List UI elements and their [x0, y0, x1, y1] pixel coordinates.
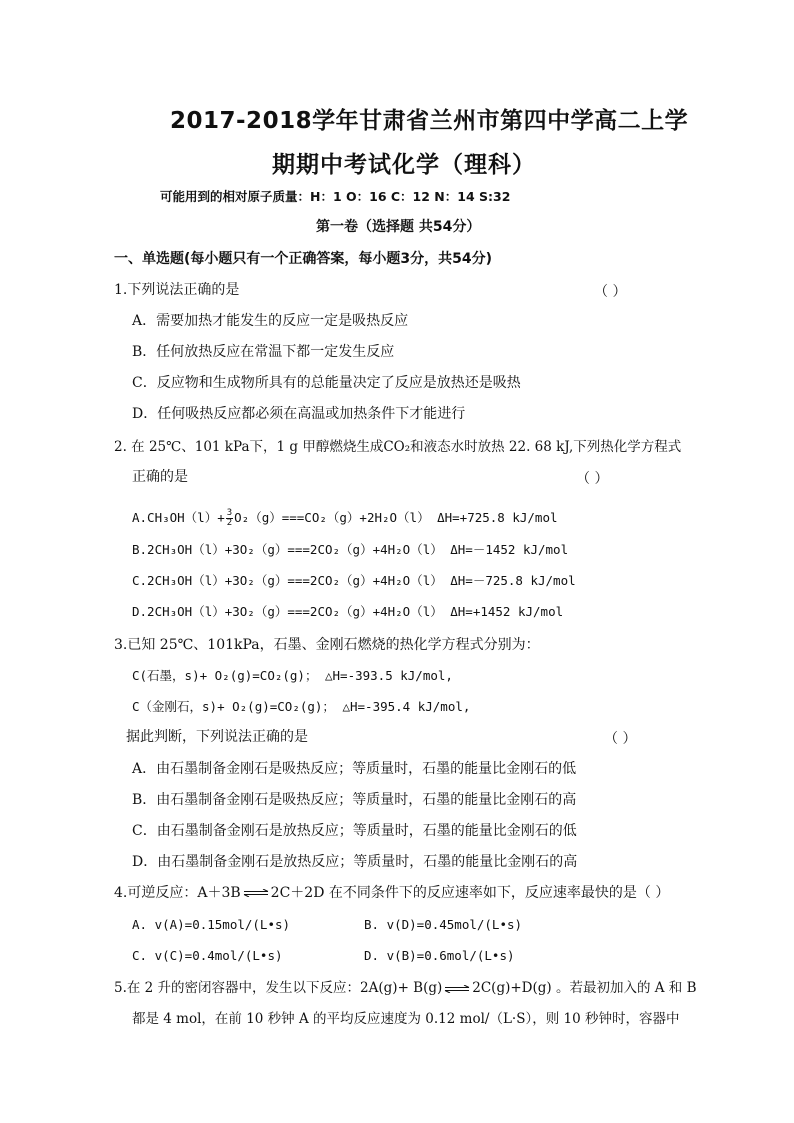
q4-stem: [114, 884, 669, 902]
part-title: 第一卷（选择题 共54分）: [316, 219, 481, 235]
reversible-arrow-icon: [444, 985, 470, 993]
exam-title-line2: 期期中考试化学（理科）: [272, 152, 536, 178]
fraction-three-halves: [226, 509, 233, 528]
fraction-numerator: 3: [226, 508, 233, 518]
q4-stem-pre: 4.可逆反应：A＋3B: [114, 885, 241, 901]
q1-option-a: A．需要加热才能发生的反应一定是吸热反应: [132, 313, 409, 329]
q1-stem: 1.下列说法正确的是: [114, 282, 240, 298]
q2-stem-line2: 正确的是: [132, 469, 188, 485]
q1-answer-paren: （ ）: [594, 284, 627, 300]
atomic-mass-note: 可能用到的相对原子质量：H：1 O：16 C：12 N：14 S:32: [160, 189, 511, 204]
q3-option-d: D．由石墨制备金刚石是放热反应；等质量时，石墨的能量比金刚石的高: [132, 854, 578, 870]
q3-option-b: B．由石墨制备金刚石是吸热反应；等质量时，石墨的能量比金刚石的高: [132, 792, 577, 808]
q2-option-a-pre: A.CH₃OH（l）+: [132, 510, 225, 525]
fraction-denominator: 2: [226, 518, 233, 528]
q5-line2: 都是 4 mol，在前 10 秒钟 A 的平均反应速度为 0.12 mol/（L·S），则 10 秒钟时，容器中: [132, 1011, 680, 1027]
q3-option-a: A．由石墨制备金刚石是吸热反应；等质量时，石墨的能量比金刚石的低: [132, 761, 577, 777]
q3-stem2: 据此判断，下列说法正确的是: [126, 729, 308, 745]
q4-option-a: A. v(A)=0.15mol/(L•s): [132, 917, 291, 932]
q4-option-b: B. v(D)=0.45mol/(L•s): [364, 917, 523, 932]
q1-option-c: C．反应物和生成物所具有的总能量决定了反应是放热还是吸热: [132, 375, 521, 391]
q4-option-c: C. v(C)=0.4mol/(L•s): [132, 948, 283, 963]
q2-answer-paren: （ ）: [576, 471, 609, 487]
q3-equation-graphite: C(石墨，s)+ O₂(g)=CO₂(g)； △H=-393.5 kJ/mol,: [132, 668, 453, 683]
q5-line1-pre: 5.在 2 升的密闭容器中，发生以下反应：2A(g)+ B(g): [114, 980, 443, 996]
q5-line1-post: 2C(g)+D(g) 。若最初加入的 A 和 B: [472, 980, 697, 996]
q4-stem-post: 2C＋2D 在不同条件下的反应速率如下，反应速率最快的是（ ）: [270, 885, 670, 901]
q3-option-c: C．由石墨制备金刚石是放热反应；等质量时，石墨的能量比金刚石的低: [132, 823, 577, 839]
q2-option-a-post: O₂（g）===CO₂（g）+2H₂O（l） ΔH=+725.8 kJ/mol: [234, 510, 558, 525]
q2-stem-line1: 2. 在 25℃、101 kPa下，1 g 甲醇燃烧生成CO₂和液态水时放热 22. 68 kJ,下列热化学方程式: [114, 439, 682, 455]
q2-option-a: [132, 509, 558, 528]
exam-title-line1: 2017-2018学年甘肃省兰州市第四中学高二上学: [170, 108, 689, 134]
q3-equation-diamond: C（金刚石，s)+ O₂(g)=CO₂(g)； △H=-395.4 kJ/mol,: [132, 699, 471, 714]
q5-line1: [114, 979, 697, 997]
q3-answer-paren: （ ）: [604, 731, 637, 747]
q2-option-b: B.2CH₃OH（l）+3O₂（g）===2CO₂（g）+4H₂O（l） ΔH=－1452 kJ/mol: [132, 542, 569, 557]
reversible-arrow-icon: [243, 889, 269, 897]
section-title: 一、单选题(每小题只有一个正确答案，每小题3分，共54分): [114, 251, 493, 267]
q1-option-d: D．任何吸热反应都必须在高温或加热条件下才能进行: [132, 406, 466, 422]
q2-option-d: D.2CH₃OH（l）+3O₂（g）===2CO₂（g）+4H₂O（l） ΔH=+1452 kJ/mol: [132, 604, 564, 619]
q4-option-d: D. v(B)=0.6mol/(L•s): [364, 948, 515, 963]
q1-option-b: B．任何放热反应在常温下都一定发生反应: [132, 344, 395, 360]
q2-option-c: C.2CH₃OH（l）+3O₂（g）===2CO₂（g）+4H₂O（l） ΔH=－725.8 kJ/mol: [132, 573, 576, 588]
q3-stem: 3.已知 25℃、101kPa，石墨、金刚石燃烧的热化学方程式分别为：: [114, 637, 540, 653]
